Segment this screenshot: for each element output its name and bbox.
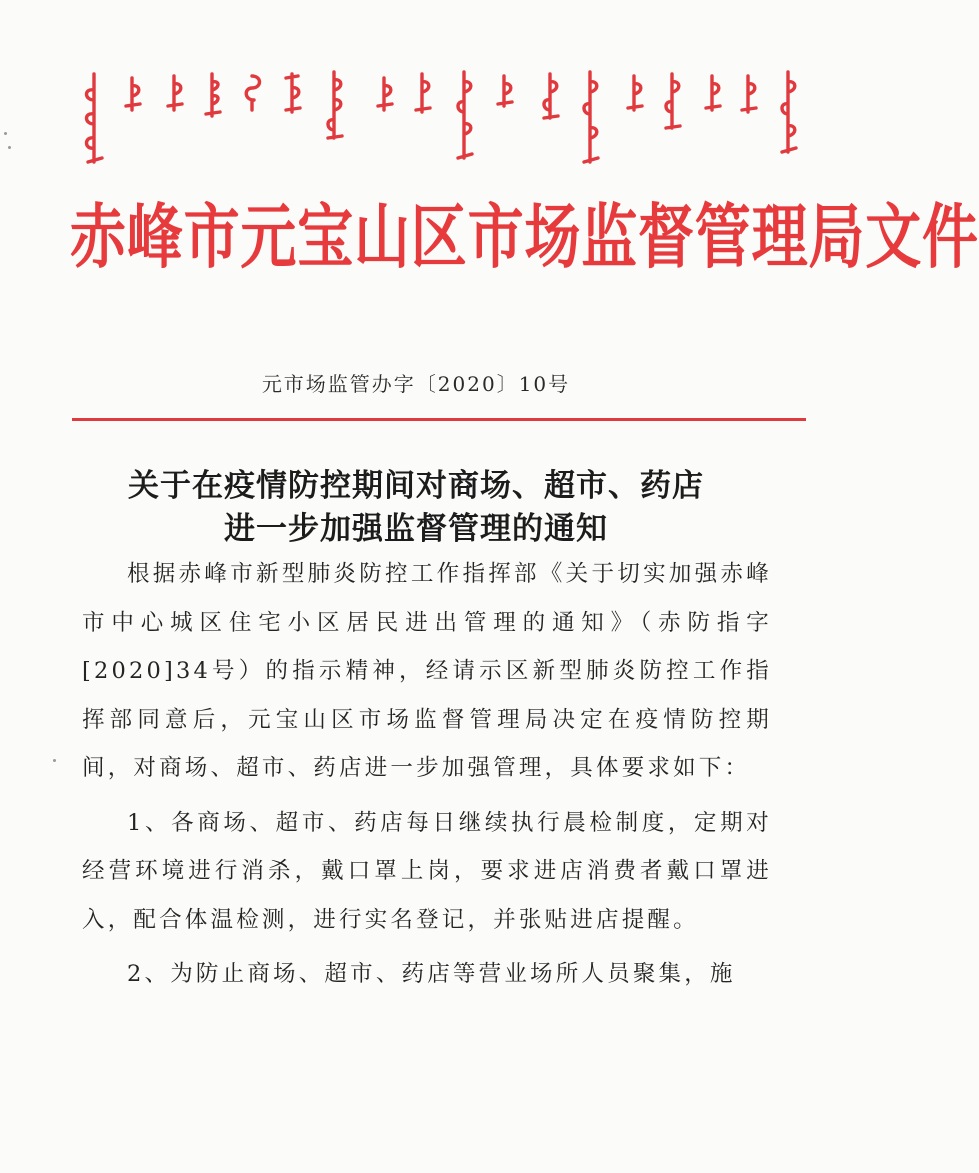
notice-title-line-1: 关于在疫情防控期间对商场、超市、药店 [128,468,704,504]
notice-body [82,550,772,999]
mongolian-script-header [80,66,810,176]
mongolian-script-graphic [80,66,810,176]
body-paragraph-2: 1、各商场、超市、药店每日继续执行晨检制度，定期对经营环境进行消杀，戴口罩上岗，要求进店消费者戴口罩进入，配合体温检测，进行实名登记，并张贴进店提醒。 [82,809,772,933]
scan-speck [8,146,11,149]
scan-speck [53,759,56,762]
document-number: 元市场监管办字〔2020〕10号 [261,372,571,396]
scan-speck [4,132,7,135]
red-divider-line [72,418,806,421]
body-paragraph-3: 2、为防止商场、超市、药店等营业场所人员聚集，施 [127,961,736,987]
body-paragraph-1: 根据赤峰市新型肺炎防控工作指挥部《关于切实加强赤峰市中心城区住宅小区居民进出管理的通知》（赤防指字[2020]34号）的指示精神，经请示区新型肺炎防控工作指挥部同意后，元宝山区市场监督管理局决定在疫情防控期间，对商场、超市、药店进一步加强管理，具体要求如下： [82,561,772,781]
agency-title: 赤峰市元宝山区市场监督管理局文件 [70,196,979,278]
notice-title-line-2: 进一步加强监督管理的通知 [224,511,608,547]
